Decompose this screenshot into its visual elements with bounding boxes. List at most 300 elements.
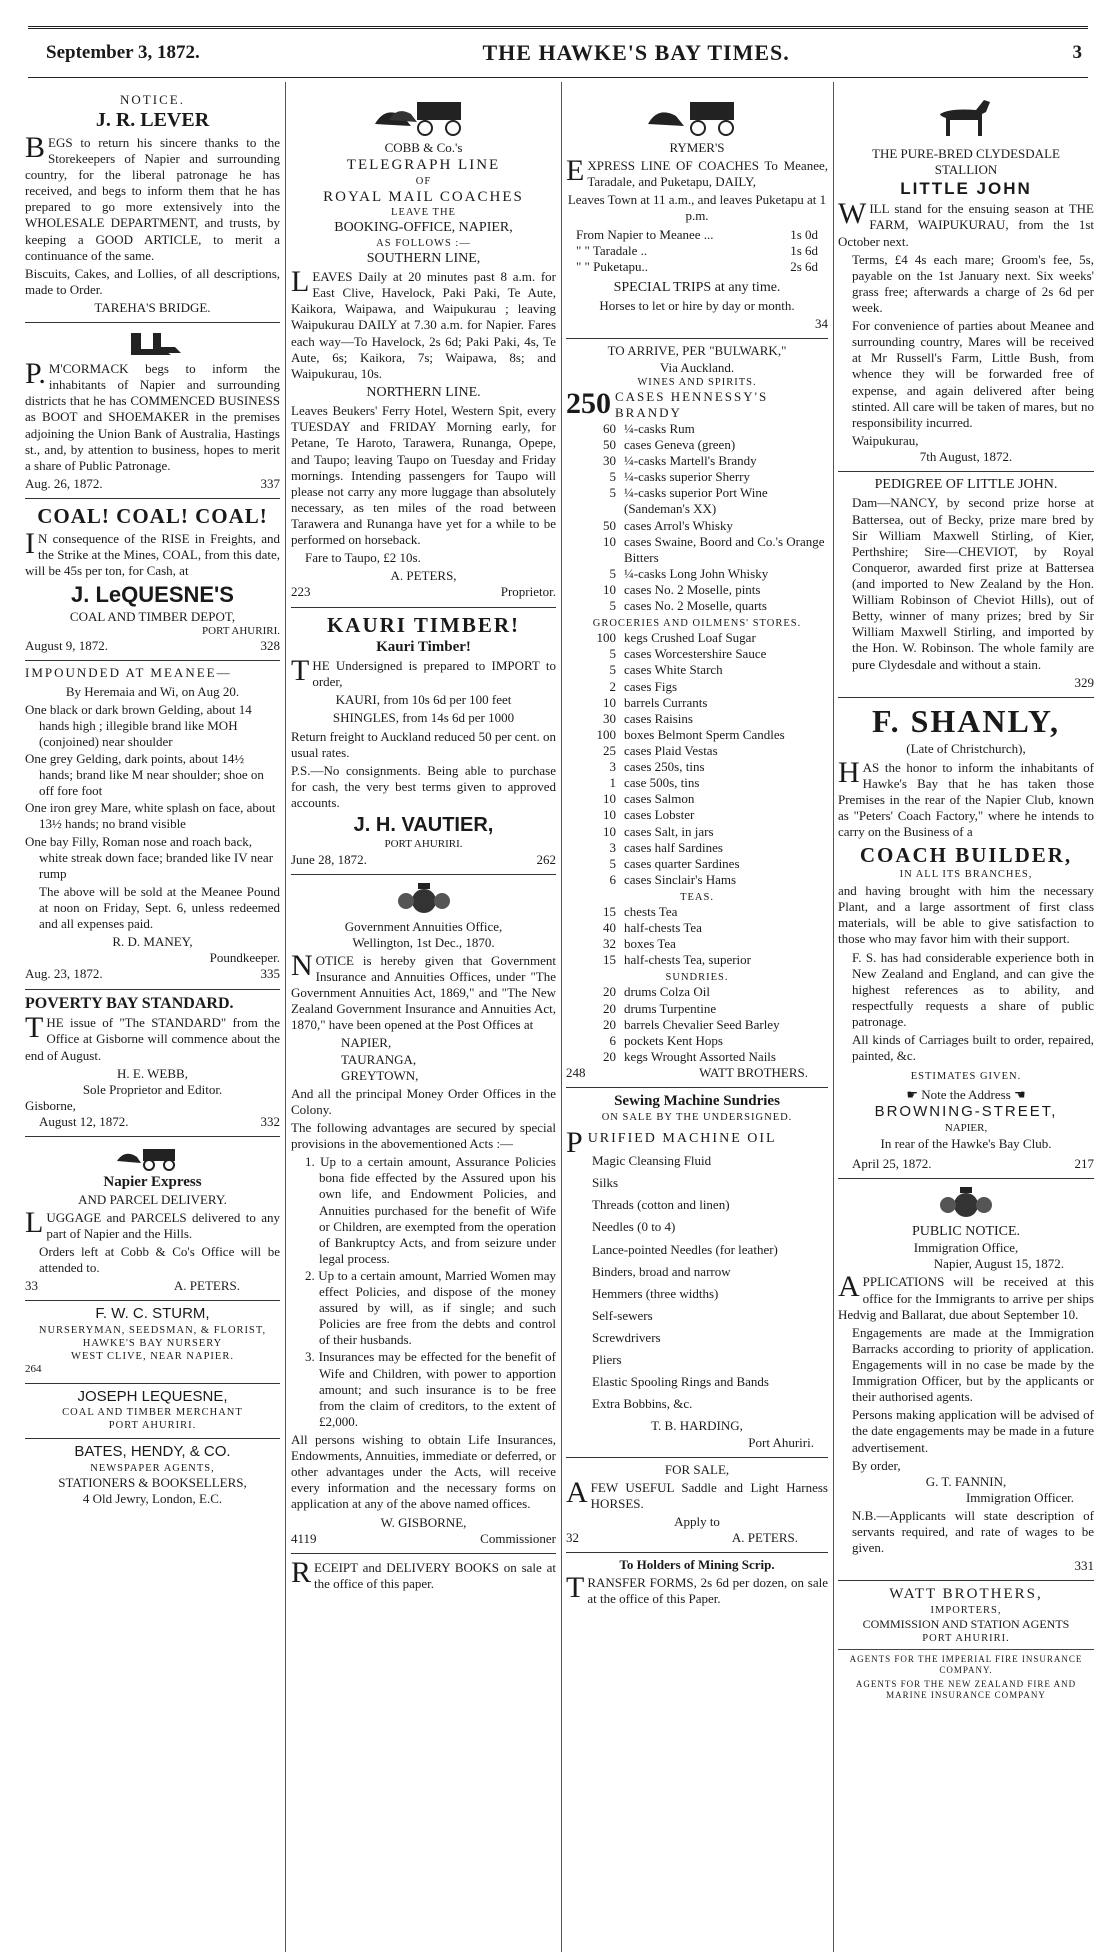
advert-line: AS FOLLOWS :—	[376, 237, 471, 249]
advert-body: THE issue of "The STANDARD" from the Office at Gisborne will commence about the end of August.	[25, 1011, 280, 1063]
signer: A. PETERS,	[390, 568, 457, 584]
fare-route: " " Puketapu..	[576, 258, 648, 274]
advert-headline: STALLION	[934, 162, 998, 178]
item-quantity: 2	[609, 678, 616, 694]
advert-headline: PUBLIC NOTICE.	[911, 1223, 1021, 1239]
signer: T. B. HARDING,	[651, 1418, 743, 1434]
fare-price: 2s 6d	[790, 258, 818, 274]
advertiser-name: RYMER'S	[669, 140, 725, 155]
price-line: SHINGLES, from 14s 6d per 1000	[332, 710, 515, 726]
column-rule	[561, 82, 562, 1952]
list-item	[566, 437, 828, 453]
govt-annuities-advert	[291, 875, 556, 1554]
poverty-bay-advert	[25, 990, 280, 1138]
advert-line: Terms, £4 4s each mare; Groom's fee, 5s, payable on the 1st January next. Six weeks' grass free; afterwards a charge of 2s 6d per week.	[852, 251, 1094, 315]
list-item: Needles (0 to 4)	[592, 1219, 676, 1235]
list-item	[566, 952, 828, 968]
advert-body: EXPRESS LINE OF COACHES To Meanee, Taradale, and Puketapu, DAILY,	[566, 154, 828, 190]
list-item	[566, 872, 828, 888]
list-item	[566, 936, 828, 952]
list-item: 3. Insurances may be effected for the benefit of Wife and Children, with power to apportion amount; and such insurance is to be free from the claim of creditors, to the extent of £2,000.	[305, 1349, 556, 1429]
list-item	[566, 695, 828, 711]
grocery-list	[566, 630, 828, 888]
lequesne-advert	[25, 1384, 280, 1440]
item-quantity: 3	[609, 759, 616, 775]
advert-body: Dam—NANCY, by second prize horse at Battersea, out of Becky, prize mare bred by Sir William Maxwell Stirling, of Kier, Perthshire; Sire—CHEVIOT, by Royal Conqueror, awarded first prize at Battersea (and imported to New Zealand by the Hon. William Robinson of Cheviot Hills), out of Betty, winner of many prizes; bred by Sir William Maxwell Stirling, and imported by the Hon. W. Robinson. The whole family are pure Clydesdale and without a stain.	[852, 495, 1094, 672]
item-text: cases Sinclair's Hams	[624, 871, 737, 887]
list-item: Silks	[592, 1175, 619, 1191]
location-line: Gisborne,	[25, 1097, 76, 1113]
advert-number: 33	[25, 1278, 38, 1294]
list-item-text: CASES HENNESSY'S BRANDY	[615, 388, 769, 420]
advert-number: 262	[536, 851, 556, 867]
list-item: 1. Up to a certain amount, Assurance Policies bona fide effected by the Assured upon his own life, and Endowment Policies, and Annuities purchased for the benefit of Wife or Children, are exempted from the operation of Bankruptcy Acts, and from seizure under legal process.	[305, 1154, 556, 1266]
advertiser-name: LITTLE JOHN	[900, 179, 1032, 199]
list-item: One black or dark brown Gelding, about 14 hands high ; illegible brand like MOH (conjoined) near shoulder	[25, 701, 252, 749]
item-text: half-chests Tea, superior	[624, 952, 751, 968]
watt-advert	[838, 1581, 1094, 1707]
advert-body: Leaves Beukers' Ferry Hotel, Western Spit, every TUESDAY and FRIDAY Morning early, for Petane, Te Haroto, Tarawera, Runanga, Opepe, and Taupo; leaving Taupo on Tuesday and Friday mornings. Intending passengers for Taupo will please not carry any more luggage than absolutely necessary, as ten miles of the road between Tarawera and Runanga have yet for a while to be performed on horseback.	[291, 403, 556, 548]
advert-headline: Napier Express	[103, 1174, 202, 1191]
item-quantity: 60	[603, 420, 616, 436]
list-item: Magic Cleansing Fluid	[592, 1153, 712, 1169]
signer-role: Immigration Officer.	[965, 1489, 1074, 1505]
advert-body: LEAVES Daily at 20 minutes past 8 a.m. for East Clive, Havelock, Paki Paki, Te Aute, Kaikora, Waipawa, and Waipukurau ; leaving Waipukurau DAILY at 7.30 a.m. for Napier. Fares each way—To Havelock, 2s 6d; Paki Paki, 4s, Te Aute, 6s; Kaikora, 7s; Waipawa, 8s; and Waipukurau, 10s.	[291, 265, 556, 381]
item-quantity: 5	[609, 469, 616, 485]
advert-headline: IMPOUNDED AT MEANEE—	[25, 665, 232, 681]
item-text: barrels Chevalier Seed Barley	[624, 1016, 780, 1032]
location-line: Waipukurau,	[852, 432, 919, 448]
sturm-advert	[25, 1301, 280, 1383]
rymer-advert	[566, 88, 828, 339]
address-line: 4 Old Jewry, London, E.C.	[82, 1490, 223, 1506]
advert-line: Return freight to Auckland reduced 50 per cent. on usual rates.	[291, 728, 556, 760]
list-item: Extra Bobbins, &c.	[592, 1396, 693, 1412]
list-item	[566, 775, 828, 791]
item-quantity: 5	[609, 662, 616, 678]
column-4	[838, 88, 1094, 1950]
advert-headline: PEDIGREE OF LITTLE JOHN.	[874, 477, 1058, 493]
item-quantity: 20	[603, 1000, 616, 1016]
advert-line: By order,	[852, 1457, 901, 1473]
item-text: cases Salt, in jars	[624, 823, 714, 839]
advert-date: June 28, 1872.	[291, 851, 367, 867]
item-quantity: 10	[603, 694, 616, 710]
advert-line: And all the principal Money Order Offices in the Colony.	[291, 1085, 556, 1117]
signer-role: Sole Proprietor and Editor.	[82, 1081, 223, 1097]
advert-subhead: ON SALE BY THE UNDERSIGNED.	[601, 1111, 793, 1123]
note-text: Note the Address	[921, 1087, 1011, 1103]
notice-label: NOTICE.	[120, 92, 185, 107]
advert-body: WILL stand for the ensuing season at THE FARM, WAIPUKURAU, from the 1st October next.	[838, 197, 1094, 249]
item-text: cases Geneva (green)	[624, 437, 736, 453]
advert-number: 34	[815, 316, 828, 332]
advert-body: TRANSFER FORMS, 2s 6d per dozen, on sale at the office of this Paper.	[566, 1571, 828, 1607]
advert-subhead: Kauri Timber!	[376, 638, 471, 655]
advert-subhead: (Late of Christchurch),	[906, 741, 1026, 757]
fare-price: 1s 6d	[790, 242, 818, 258]
list-item	[566, 743, 828, 759]
list-item	[566, 421, 828, 437]
coach-icon	[25, 1143, 280, 1171]
list-item	[566, 856, 828, 872]
location-line: PORT AHURIRI.	[384, 837, 463, 850]
advert-line: All kinds of Carriages built to order, repaired, painted, &c.	[852, 1032, 1094, 1064]
advert-headline: THE PURE-BRED CLYDESDALE	[872, 146, 1060, 161]
advert-headline: To Holders of Mining Scrip.	[619, 1557, 775, 1573]
item-quantity: 1	[609, 775, 616, 791]
advert-headline: POVERTY BAY STANDARD.	[25, 994, 234, 1012]
item-quantity: 32	[603, 936, 616, 952]
advert-subhead: Via Auckland.	[659, 359, 735, 375]
list-item	[566, 791, 828, 807]
advertiser-name: F. SHANLY,	[871, 702, 1061, 739]
signer-role: Commissioner	[480, 1530, 556, 1546]
page-number: 3	[1072, 42, 1082, 63]
pedigree-advert	[838, 472, 1094, 698]
wine-list	[566, 421, 828, 614]
item-text: cases Arrol's Whisky	[624, 517, 733, 533]
advertiser-name: WATT BROTHERS,	[889, 1586, 1043, 1603]
stallion-advert	[838, 88, 1094, 472]
receipt-advert	[291, 1554, 556, 1600]
section-head: SOUTHERN LINE,	[366, 250, 481, 266]
item-quantity: 30	[603, 710, 616, 726]
advert-line: Persons making application will be advised of the date engagements may be made in a future advertisement.	[852, 1407, 1094, 1455]
advert-date: 7th August, 1872.	[919, 448, 1013, 464]
advert-body: HAS the honor to inform the inhabitants of Hawke's Bay that he has taken those Premises in the rear of the Napier Club, known as "Peters' Coach Factory," where he intends to carry on the Business of a	[838, 755, 1094, 839]
advert-line: Horses to let or hire by day or month.	[599, 298, 795, 314]
item-quantity: 6	[609, 1032, 616, 1048]
item-text: cases Lobster	[624, 807, 695, 823]
column-3	[566, 88, 828, 1950]
advert-line: COAL AND TIMBER DEPOT,	[69, 608, 236, 624]
advert-number: 248	[566, 1065, 586, 1080]
advert-number: 32	[566, 1530, 579, 1546]
item-quantity: 5	[609, 485, 616, 501]
shanly-advert	[838, 698, 1094, 1179]
signer-role: Proprietor.	[500, 584, 556, 600]
advert-line: F. S. has had considerable experience both in New Zealand and England, and can give the highest references as to ability, and respectfully requests a share of public patronage.	[852, 949, 1094, 1029]
list-item	[566, 646, 828, 662]
column-1	[25, 88, 280, 1950]
section-head: TEAS.	[680, 891, 714, 903]
location-line: PORT AHURIRI.	[922, 1632, 1010, 1644]
item-quantity: 100	[596, 726, 616, 742]
item-text: cases No. 2 Moselle, pints	[624, 582, 761, 597]
advert-line: All persons wishing to obtain Life Insurances, Endowments, Annuities, immediate or deferred, or other advantages under the Acts, will receive every information and the necessary forms on application at any of the above named offices.	[291, 1432, 556, 1512]
item-text: ¼-casks Rum	[624, 420, 695, 436]
item-quantity: 40	[603, 920, 616, 936]
office-line: Government Annuities Office,	[344, 918, 503, 934]
advert-line: NURSERYMAN, SEEDSMAN, & FLORIST,	[38, 1324, 267, 1336]
napier-express-advert	[25, 1137, 280, 1301]
list-item: 2. Up to a certain amount, Married Women may effect Policies, and dispose of the money assured by will, as if single; and such Policies are free from the debts and control of their husbands.	[305, 1267, 556, 1348]
list-item	[566, 1033, 828, 1049]
item-quantity: 5	[609, 855, 616, 871]
advertiser-name: F. W. C. STURM,	[95, 1305, 210, 1323]
item-text: ¼-casks Long John Whisky	[624, 565, 769, 581]
list-item: One bay Filly, Roman nose and roach back, white streak down face; branded like IV near rump	[25, 833, 274, 881]
bulwark-advert	[566, 339, 828, 1088]
item-text: ¼-casks superior Port Wine (Sandeman's XX)	[624, 485, 768, 517]
advert-body: THE Undersigned is prepared to IMPORT to order,	[291, 654, 556, 690]
section-head: WINES AND SPIRITS.	[637, 376, 757, 388]
list-item	[566, 984, 828, 1000]
section-head: SUNDRIES.	[665, 972, 729, 984]
for-sale-advert	[566, 1458, 828, 1554]
item-quantity: 5	[609, 598, 616, 614]
advert-body: LUGGAGE and PARCELS delivered to any part of Napier and the Hills.	[25, 1205, 280, 1241]
list-item	[566, 1001, 828, 1017]
tea-list	[566, 904, 828, 968]
advert-line: COAL AND TIMBER MERCHANT	[62, 1407, 243, 1419]
advert-line: LEAVE THE	[391, 207, 456, 219]
advert-subhead: ESTIMATES GIVEN.	[910, 1071, 1022, 1083]
masthead	[28, 26, 1088, 78]
advert-line: Fare to Taupo, £2 10s.	[305, 550, 421, 566]
signer: A. PETERS.	[731, 1530, 798, 1546]
masthead-title: THE HAWKE'S BAY TIMES.	[482, 40, 790, 65]
quantity-large: 250	[566, 386, 611, 420]
advert-number: 335	[260, 966, 280, 982]
public-notice-advert	[838, 1179, 1094, 1582]
advertiser-name: J. R. LEVER	[95, 109, 210, 132]
advertiser-name: J. H. VAUTIER,	[353, 814, 494, 837]
advert-subhead: PURIFIED MACHINE OIL	[566, 1125, 777, 1159]
sewing-advert	[566, 1088, 828, 1458]
royal-crest-icon	[291, 881, 556, 917]
location-line: PORT AHURIRI.	[202, 624, 280, 637]
advert-body: AFEW USEFUL Saddle and Light Harness HORSES.	[566, 1475, 828, 1511]
fare-route: From Napier to Meanee ...	[576, 226, 714, 242]
advert-line: Biscuits, Cakes, and Lollies, of all descriptions, made to Order.	[25, 265, 280, 297]
signer: G. T. FANNIN,	[925, 1473, 1007, 1489]
advert-number: 217	[1074, 1155, 1094, 1171]
advert-body: P.M'CORMACK begs to inform the inhabitants of Napier and surrounding districts that he has COMMENCED BUSINESS as BOOT and SHOEMAKER in the premises adjoining the Union Bank of Australia, Hastings st., and, by attention to business, hopes to merit a share of Public Patronage.	[25, 357, 280, 473]
coach-icon	[291, 94, 556, 138]
list-item	[566, 469, 828, 485]
town-item: NAPIER,	[341, 1035, 392, 1051]
item-quantity: 50	[603, 437, 616, 453]
signer: WATT BROTHERS.	[699, 1065, 808, 1080]
list-item: Pliers	[592, 1352, 622, 1368]
column-rule	[285, 82, 286, 1952]
royal-crest-icon	[838, 1185, 1094, 1221]
advert-line: and having brought with him the necessary Plant, and a large assortment of first class materials, will be able to give satisfaction to those who may favor him with their support.	[838, 883, 1094, 947]
section-head: GROCERIES AND OILMENS' STORES.	[592, 618, 802, 630]
advert-body: APPLICATIONS will be received at this office for the Immigrants to arrive per ships Hedvig and Ballarat, due about September 10.	[838, 1270, 1094, 1322]
town-item: GREYTOWN,	[341, 1067, 419, 1083]
advert-number: 4119	[291, 1530, 317, 1546]
item-quantity: 30	[603, 453, 616, 469]
item-quantity: 15	[603, 904, 616, 919]
fare-route: " " Taradale ..	[576, 242, 648, 258]
item-text: barrels Currants	[624, 694, 708, 710]
location-line: NAPIER,	[944, 1122, 988, 1135]
advert-line: OF	[415, 175, 432, 187]
advert-number: 331	[1074, 1558, 1094, 1574]
lever-advert	[25, 88, 280, 323]
advert-headline: TELEGRAPH LINE	[346, 157, 501, 174]
item-quantity: 50	[603, 517, 616, 533]
address-line: BROWNING-STREET,	[874, 1103, 1058, 1121]
list-item: Hemmers (three widths)	[592, 1285, 719, 1301]
list-item	[566, 904, 828, 920]
list-item	[566, 824, 828, 840]
advertiser-name: JOSEPH LEQUESNE,	[77, 1387, 228, 1405]
list-item	[566, 679, 828, 695]
advert-body: NOTICE is hereby given that Government Insurance and Annuities Offices, under "The Government Annuities Act, 1869," and "The New Zealand Government Insurance and Annuities Act, 1870," have been opened at the Post Offices at	[291, 948, 556, 1033]
item-text: cases quarter Sardines	[624, 855, 740, 871]
signer: W. GISBORNE,	[380, 1514, 467, 1530]
item-text: ¼-casks Martell's Brandy	[624, 453, 757, 469]
advert-date: April 25, 1872.	[852, 1155, 932, 1171]
item-text: cases No. 2 Moselle, quarts	[624, 598, 767, 614]
advert-date: Aug. 23, 1872.	[25, 966, 103, 982]
location-line: TAREHA'S BRIDGE.	[94, 300, 211, 315]
horse-icon	[838, 94, 1094, 144]
column-2	[291, 88, 556, 1950]
item-text: half-chests Tea	[624, 920, 702, 936]
advert-number: 223	[291, 584, 311, 600]
advert-line: The following advantages are secured by special provisions in the abovementioned Acts :—	[291, 1119, 556, 1152]
list-item	[566, 1017, 828, 1033]
list-item: Binders, broad and narrow	[592, 1263, 731, 1279]
item-quantity: 10	[603, 807, 616, 823]
item-quantity: 3	[609, 839, 616, 855]
location-line: Port Ahuriri.	[748, 1434, 814, 1450]
list-item	[566, 453, 828, 469]
advert-line: IMPORTERS,	[930, 1605, 1002, 1616]
advert-number: 332	[260, 1114, 280, 1130]
advertiser-name: J. LeQUESNE'S	[71, 582, 234, 608]
item-quantity: 10	[603, 533, 616, 549]
item-text: cases Salmon	[624, 791, 695, 807]
advert-number: 337	[260, 475, 280, 491]
advert-headline: TO ARRIVE, PER "BULWARK,"	[607, 343, 787, 359]
advert-body: IN consequence of the RISE in Freights, and the Strike at the Mines, COAL, from this date, will be 45s per ton, for Cash, at	[25, 527, 280, 579]
advert-headline: Sewing Machine Sundries	[614, 1093, 780, 1110]
cobb-advert	[291, 88, 556, 608]
list-item	[566, 582, 828, 598]
advert-date: August 9, 1872.	[25, 638, 109, 654]
item-text: cases White Starch	[624, 662, 723, 678]
advertiser-name: COBB & Co.'s	[384, 140, 463, 155]
advert-body: BEGS to return his sincere thanks to the Storekeepers of Napier and surrounding country, for the liberal patronage he has received, and begs to inform them that he has prepared to go more extensively into the WHOLESALE DEPARTMENT, and trusts, by keeping a GOOD ARTICLE, to merit a continuance of the same.	[25, 130, 280, 263]
item-text: boxes Tea	[624, 936, 676, 952]
list-item	[566, 920, 828, 936]
item-text: kegs Crushed Loaf Sugar	[624, 630, 756, 646]
list-item: One grey Gelding, dark points, about 14½ hands; brand like M near shoulder; shoe on off fore foot	[25, 751, 264, 799]
list-item	[566, 518, 828, 534]
signer: H. E. WEBB,	[117, 1065, 188, 1081]
location-line: PORT AHURIRI.	[108, 1420, 197, 1432]
item-quantity: 20	[603, 1048, 616, 1064]
section-head: NORTHERN LINE.	[366, 384, 481, 400]
item-quantity: 20	[603, 1016, 616, 1032]
advert-line: HAWKE'S BAY NURSERY	[82, 1337, 223, 1349]
advert-headline: KAURI TIMBER!	[326, 612, 521, 637]
advert-number: 329	[1074, 674, 1094, 690]
bates-advert	[25, 1439, 280, 1513]
signer-role: Poundkeeper.	[209, 950, 280, 966]
list-item	[566, 566, 828, 582]
advert-line: Engagements are made at the Immigration Barracks according to priority of application. Engagements will in no case be made by the Immigration Officer, but by the applicants or their authorised agents.	[852, 1324, 1094, 1405]
coal-advert	[25, 499, 280, 661]
advert-headline: COAL! COAL! COAL!	[37, 503, 268, 528]
list-item	[566, 727, 828, 743]
list-item	[566, 630, 828, 646]
item-text: cases Swaine, Boord and Co.'s Orange Bitters	[624, 533, 825, 565]
advert-body: RECEIPT and DELIVERY BOOKS on sale at the office of this paper.	[291, 1555, 556, 1591]
office-line: Immigration Office,	[913, 1240, 1019, 1256]
advert-line: By Heremaia and Wi, on Aug 20.	[65, 683, 240, 699]
advert-subhead: SPECIAL TRIPS at any time.	[613, 279, 781, 295]
item-text: chests Tea	[624, 904, 678, 919]
list-item	[566, 598, 828, 614]
advert-line: NEWSPAPER AGENTS,	[90, 1462, 215, 1474]
item-quantity: 6	[609, 871, 616, 887]
list-item	[566, 759, 828, 775]
advert-subhead: AND PARCEL DELIVERY.	[78, 1191, 227, 1207]
divider	[838, 1649, 1094, 1650]
sundry-list	[566, 984, 828, 1065]
list-item: Self-sewers	[592, 1307, 653, 1323]
advert-subhead: IN ALL ITS BRANCHES,	[899, 869, 1033, 881]
impounded-advert	[25, 661, 280, 989]
list-item	[566, 662, 828, 678]
advert-line: BOOKING-OFFICE, NAPIER,	[334, 220, 513, 236]
advert-headline: COACH BUILDER,	[859, 843, 1073, 868]
advert-line: P.S.—No consignments. Being able to purchase for cash, the very best terms given to approved accounts.	[291, 762, 556, 810]
sewing-list	[566, 1153, 828, 1412]
item-text: cases Worcestershire Sauce	[624, 646, 767, 662]
advert-line: In rear of the Hawke's Bay Club.	[880, 1135, 1052, 1151]
item-quantity: 10	[603, 582, 616, 597]
item-text: cases Raisins	[624, 710, 693, 726]
advert-line: Apply to	[674, 1513, 720, 1529]
list-item	[566, 485, 828, 517]
signer: A. PETERS.	[173, 1278, 240, 1294]
advertiser-name: BATES, HENDY, & CO.	[74, 1443, 231, 1461]
item-text: drums Turpentine	[624, 1000, 717, 1016]
item-quantity: 15	[603, 952, 616, 968]
list-item	[566, 711, 828, 727]
item-quantity: 100	[596, 630, 616, 646]
item-text: boxes Belmont Sperm Candles	[624, 726, 785, 742]
column-rule	[833, 82, 834, 1952]
advert-number: 328	[260, 638, 280, 654]
fare-price: 1s 0d	[790, 226, 818, 242]
pointing-hand-icon: ☛	[906, 1087, 918, 1103]
price-line: KAURI, from 10s 6d per 100 feet	[335, 692, 512, 708]
boot-icon	[25, 329, 280, 359]
masthead-date: September 3, 1872.	[46, 42, 200, 63]
list-item	[566, 1049, 828, 1065]
item-text: ¼-casks superior Sherry	[624, 469, 750, 485]
advert-line: N.B.—Applicants will state description of servants required, and rate of wages to be given.	[852, 1507, 1094, 1556]
kauri-advert	[291, 608, 556, 875]
advert-date: Wellington, 1st Dec., 1870.	[352, 934, 495, 950]
advert-line: COMMISSION AND STATION AGENTS	[862, 1617, 1070, 1632]
list-item	[566, 534, 828, 566]
advert-line: The above will be sold at the Meanee Pound at noon on Friday, Sept. 6, unless redeemed and all expenses paid.	[39, 883, 280, 932]
location-line: WEST CLIVE, NEAR NAPIER.	[71, 1351, 234, 1362]
item-quantity: 25	[603, 743, 616, 758]
mccormack-advert	[25, 323, 280, 499]
town-item: TAURANGA,	[341, 1051, 417, 1067]
